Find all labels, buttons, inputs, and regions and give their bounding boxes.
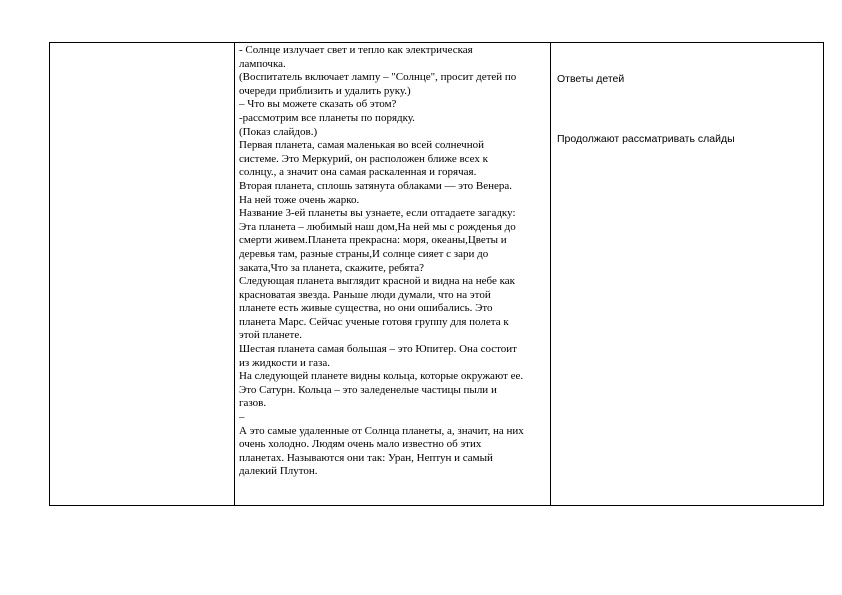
- text-line: красноватая звезда. Раньше люди думали, что на этой: [239, 288, 491, 301]
- text-line: смерти живем.Планета прекрасна: моря, океаны,Цветы и: [239, 234, 507, 247]
- text-line: Название 3-ей планеты вы узнаете, если отгадаете загадку:: [239, 207, 516, 220]
- text-line: планета Марс. Сейчас ученые готовя группу для полета к: [239, 315, 509, 328]
- text-line: (Воспитатель включает лампу – "Солнце", просит детей по: [239, 71, 517, 84]
- text-line: деревья там, разные страны,И солнце сияет с зари до: [239, 247, 489, 260]
- children-answers-text: Ответы детей: [557, 73, 625, 85]
- text-line: – Что вы можете сказать об этом?: [239, 98, 397, 111]
- text-line: Это Сатурн. Кольца – это заледенелые частицы пыли и: [239, 383, 497, 396]
- text-line: заката,Что за планета, скажите, ребята?: [239, 261, 425, 274]
- teacher-activity-cell: [235, 43, 551, 506]
- text-line: планете есть живые существа, но они ошибались. Это: [239, 302, 493, 315]
- text-line: солнцу., а значит она самая раскаленная и горячая.: [239, 166, 477, 179]
- text-line: Первая планета, самая маленькая во всей солнечной: [239, 139, 484, 152]
- text-line: На ней тоже очень жарко.: [239, 193, 360, 206]
- text-line: - Солнце излучает свет и тепло как электрическая: [239, 44, 473, 56]
- text-line: (Показ слайдов.): [239, 125, 318, 138]
- text-line: Шестая планета самая большая – это Юпитер. Она состоит: [239, 343, 517, 356]
- text-line: далекий Плутон.: [239, 465, 318, 478]
- text-line: А это самые удаленные от Солнца планеты, а, значит, на них: [239, 424, 524, 437]
- continue-slides-text: Продолжают рассматривать слайды: [557, 133, 735, 145]
- table-row: [50, 43, 824, 506]
- text-line: из жидкости и газа.: [239, 356, 330, 369]
- text-line: –: [239, 411, 245, 424]
- children-activity-cell: [551, 43, 824, 506]
- text-line: системе. Это Меркурий, он расположен ближе всех к: [239, 152, 488, 165]
- text-line: лампочка.: [239, 57, 286, 70]
- text-line: газов.: [239, 397, 267, 410]
- text-line: -рассмотрим все планеты по порядку.: [239, 111, 415, 124]
- text-line: Вторая планета, сплошь затянута облаками — это Венера.: [239, 179, 513, 192]
- lesson-table: [49, 42, 824, 506]
- text-line: планетах. Называются они так: Уран, Нептун и самый: [239, 451, 493, 464]
- left-cell: [50, 43, 235, 506]
- text-line: Эта планета – любимый наш дом,На ней мы с рожденья до: [239, 220, 516, 233]
- teacher-activity-text: [239, 44, 546, 479]
- text-line: этой планете.: [239, 329, 302, 342]
- text-line: На следующей планете видны кольца, которые окружают ее.: [239, 370, 524, 383]
- text-line: очень холодно. Людям очень мало известно об этих: [239, 438, 482, 451]
- text-line: Следующая планета выглядит красной и видна на небе как: [239, 275, 516, 288]
- text-line: очереди приблизить и удалить руку.): [239, 84, 411, 97]
